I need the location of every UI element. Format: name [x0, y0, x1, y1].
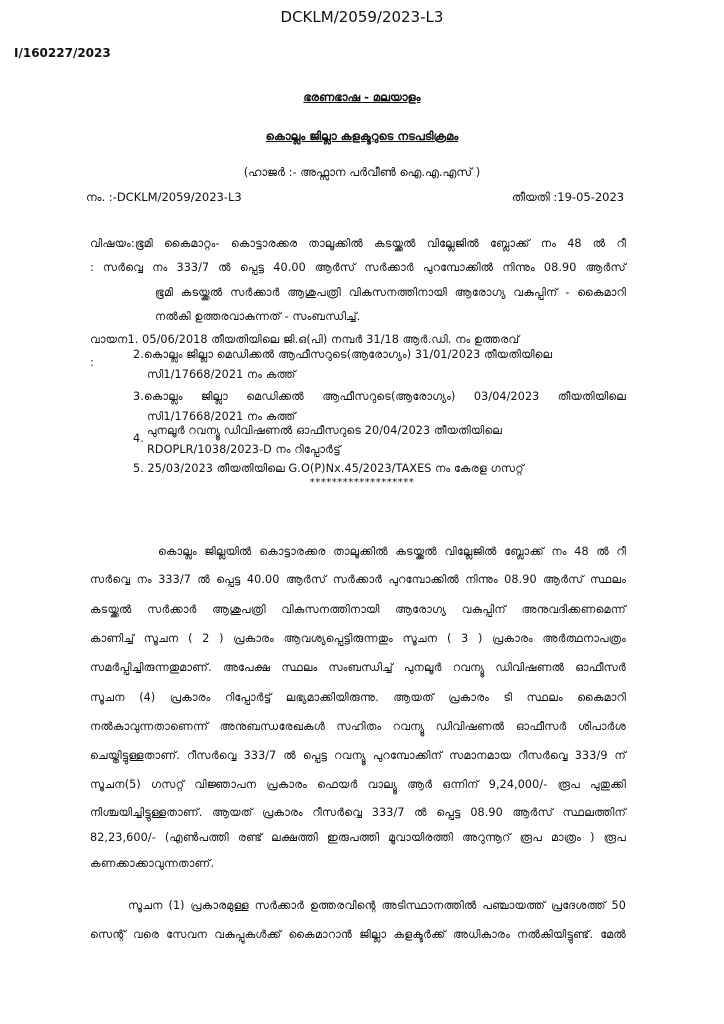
reference-item: RDOPLR/1038/2023-D നം റിപ്പോർട്ട് [147, 443, 341, 456]
paragraph-line: കൊല്ലം ജില്ലയിൽ കൊട്ടാരക്കര താലൂക്കിൽ കടയ്ക്കൽ വില്ലേജിൽ ബ്ലോക്ക് നം 48 ൽ റീ [158, 545, 626, 558]
reference-item: പുനലൂർ റവന്യൂ ഡിവിഷണൽ ഓഫീസറുടെ 20/04/2023 തീയതിയിലെ [147, 424, 503, 437]
paragraph-line: 82,23,600/- (എൺപത്തി രണ്ട് ലക്ഷത്തി ഇരുപത്തി മൂവായിരത്തി അറുന്നൂറ് രൂപ മാത്രം ) രൂപ [90, 831, 626, 844]
reference-item: 5. 25/03/2023 തീയതിയിലെ G.O(P)Nx.45/2023/TAXES നം കേരള ഗസറ്റ് [133, 462, 524, 475]
reference-number: 4. [133, 432, 144, 445]
subject-line: വിഷയം:ഭൂമി കൈമാറ്റം- കൊട്ടാരക്കര താലൂക്കിൽ കടയ്ക്കൽ വില്ലേജിൽ ബ്ലോക്ക് നം 48 ൽ റീ [90, 237, 626, 250]
paragraph-line: സെന്റ് വരെ സേവന വകുപ്പുകൾക്ക് കൈമാറാൻ ജില്ലാ കളക്ടർക്ക് അധികാരം നൽകിയിട്ടുണ്ട്. മേൽ [90, 928, 626, 941]
proceedings-heading: കൊല്ലം ജില്ലാ കളക്ടറുടെ നടപടിക്രമം [265, 129, 459, 143]
separator-stars: ******************* [309, 477, 415, 488]
inward-number: I/160227/2023 [14, 46, 111, 60]
subject-line: : സർവ്വെ നം 333/7 ൽ പ്പെട്ട 40.00 ആർസ് സർക്കാർ പുറമ്പോക്കിൽ നിന്നും 08.90 ആർസ് [90, 261, 626, 274]
paragraph-line: ചെയ്തിട്ടുള്ളതാണ്. റീസർവ്വെ 333/7 ൽ പ്പെട്ട റവന്യൂ പുറമ്പോക്കിന് സമാനമായ റീസർവ്വെ 333/9 ന് [90, 749, 626, 762]
paragraph-line: സർവ്വെ നം 333/7 ൽ പ്പെട്ട 40.00 ആർസ് സർക്കാർ പുറമ്പോക്കിൽ നിന്നും 08.90 ആർസ് സ്ഥലം [90, 573, 626, 586]
paragraph-line: സൂചന (4) പ്രകാരം റിപ്പോർട്ട് ലഭ്യമാക്കിയിരുന്നു. ആയത് പ്രകാരം ടി സ്ഥലം കൈമാറി [90, 691, 626, 704]
paragraph-line: കടയ്ക്കൽ സർക്കാർ ആശുപത്രി വികസനത്തിനായി ആരോഗ്യ വകുപ്പിന് അനുവദിക്കണമെന്ന് [90, 603, 626, 616]
reference-item: സി1/17668/2021 നം കത്ത് [147, 368, 296, 381]
paragraph-line: കാണിച്ച് സൂചന ( 2 ) പ്രകാരം ആവശ്യപ്പെട്ടിരുന്നതും സൂചന ( 3 ) പ്രകാരം അർത്ഥനാപത്രം [90, 632, 626, 645]
order-number: നം. :-DCKLM/2059/2023-L3 [86, 190, 242, 204]
reference-item: സി1/17668/2021 നം കത്ത് [147, 410, 296, 423]
paragraph-line: നിശ്ചയിച്ചിട്ടുള്ളതാണ്. ആയത് പ്രകാരം റീസർവ്വെ 333/7 ൽ പ്പെട്ട 08.90 ആർസ് സ്ഥലത്തിന് [90, 806, 626, 819]
paragraph-line: സമർപ്പിച്ചിരുന്നതുമാണ്. അപേക്ഷ സ്ഥലം സംബന്ധിച്ച് പുനലൂർ റവന്യൂ ഡിവിഷണൽ ഓഫീസർ [90, 661, 626, 674]
paragraph-line: സൂചന (1) പ്രകാരമുള്ള സർക്കാർ ഉത്തരവിന്റെ അടിസ്ഥാനത്തിൽ പഞ്ചായത്ത് പ്രദേശത്ത് 50 [128, 899, 626, 912]
subject-line: ഭൂമി കടയ്ക്കൽ സർക്കാർ ആശുപത്രി വികസനത്തിനായി ആരോഗ്യ വകുപ്പിന് - കൈമാറി [155, 286, 626, 299]
order-date: തീയതി :19-05-2023 [512, 190, 625, 204]
present-officer: (ഹാജർ :- അഫ്സാന പർവീൺ ഐ.എ.എസ് ) [243, 165, 481, 179]
reference-item: വായന1. 05/06/2018 തീയതിയിലെ ജി.ഒ(പി) നമ്പർ 31/18 ആർ.ഡി. നം ഉത്തരവ് [90, 333, 520, 346]
file-reference-top: DCKLM/2059/2023-L3 [280, 8, 444, 26]
reference-item: 3.കൊല്ലം ജില്ലാ മെഡിക്കൽ ആഫീസറുടെ(ആരോഗ്യം) 03/04/2023 തീയതിയിലെ [133, 390, 626, 403]
paragraph-line: നൽകാവുന്നതാണെന്ന് അനുബന്ധരേഖകൾ സഹിതം റവന്യൂ ഡിവിഷണൽ ഓഫീസർ ശിപാർശ [90, 720, 626, 733]
language-heading: ഭരണഭാഷ - മലയാളം [303, 90, 421, 104]
paragraph-line: സൂചന(5) ഗസറ്റ് വിജ്ഞാപന പ്രകാരം ഫെയർ വാല്യൂ ആർ ഒന്നിന് 9,24,000/- രൂപ പുതുക്കി [90, 778, 626, 791]
paragraph-line: കണക്കാക്കാവുന്നതാണ്. [90, 857, 215, 870]
subject-line: നൽകി ഉത്തരവാകുന്നത് - സംബന്ധിച്ച്. [155, 310, 361, 323]
reference-item: 2.കൊല്ലം ജില്ലാ മെഡിക്കൽ ആഫീസറുടെ(ആരോഗ്യം) 31/01/2023 തീയതിയിലെ [133, 348, 553, 361]
reference-colon: : [90, 356, 94, 369]
